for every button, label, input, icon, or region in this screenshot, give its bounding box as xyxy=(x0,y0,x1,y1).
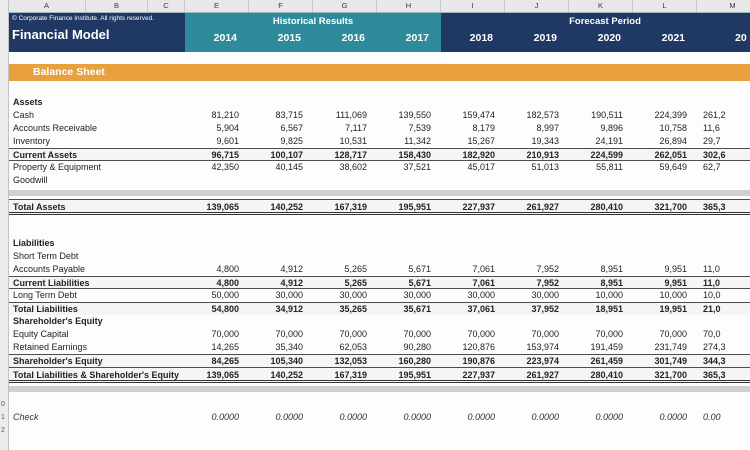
cell[interactable]: 70,000 xyxy=(211,329,239,339)
cell[interactable]: 302,6 xyxy=(703,150,726,160)
cell[interactable]: 37,061 xyxy=(467,304,495,314)
copyright-text: © Corporate Finance Institute. All rights reserved. xyxy=(12,15,155,22)
cell[interactable]: 70,0 xyxy=(703,329,721,339)
cell[interactable]: 210,913 xyxy=(526,150,559,160)
historical-results-block xyxy=(185,12,441,52)
cell[interactable] xyxy=(569,315,633,328)
cell[interactable]: 5,265 xyxy=(344,264,367,274)
section-banner[interactable]: Balance Sheet xyxy=(8,64,750,81)
cell[interactable]: 8,951 xyxy=(600,278,623,288)
cell[interactable]: 139,065 xyxy=(206,202,239,212)
cell[interactable]: 21,0 xyxy=(703,304,721,314)
row-number-gutter[interactable] xyxy=(0,0,9,450)
cell[interactable]: 35,265 xyxy=(339,304,367,314)
cell[interactable]: 261,459 xyxy=(590,356,623,366)
cell[interactable]: 10,0 xyxy=(703,290,721,300)
cell[interactable]: 29,7 xyxy=(703,136,721,146)
cell[interactable]: 34,912 xyxy=(275,304,303,314)
cell[interactable] xyxy=(633,174,697,187)
cell[interactable] xyxy=(377,250,441,263)
cell[interactable] xyxy=(377,96,441,109)
row-label[interactable]: Accounts Receivable xyxy=(13,123,98,133)
cell[interactable]: 7,952 xyxy=(536,278,559,288)
row-label[interactable]: Total Assets xyxy=(13,202,66,212)
cell[interactable]: 7,539 xyxy=(408,123,431,133)
table-row xyxy=(8,135,750,148)
cell[interactable]: 62,7 xyxy=(703,162,721,172)
cell[interactable] xyxy=(505,174,569,187)
cell[interactable]: 10,531 xyxy=(339,136,367,146)
cell[interactable] xyxy=(441,174,505,187)
cell[interactable]: 321,700 xyxy=(654,202,687,212)
table-row xyxy=(8,354,750,367)
row-label[interactable]: Cash xyxy=(13,110,35,120)
cell[interactable] xyxy=(569,96,633,109)
cell[interactable]: 11,342 xyxy=(404,136,431,146)
cell[interactable] xyxy=(377,237,441,250)
cell[interactable]: 8,997 xyxy=(536,123,559,133)
cell[interactable]: 9,951 xyxy=(664,278,687,288)
table-row xyxy=(8,341,750,354)
cell[interactable]: 182,920 xyxy=(462,150,495,160)
cell[interactable] xyxy=(697,174,750,187)
table-row xyxy=(8,250,750,263)
cell[interactable] xyxy=(633,315,697,328)
cell[interactable]: 70,000 xyxy=(531,329,559,339)
cell[interactable]: 167,319 xyxy=(334,202,367,212)
cell[interactable]: 5,671 xyxy=(408,278,431,288)
cell[interactable] xyxy=(441,315,505,328)
cell[interactable]: 0.0000 xyxy=(659,412,687,422)
cell[interactable]: 8,951 xyxy=(600,264,623,274)
cell[interactable]: 224,599 xyxy=(590,150,623,160)
cell[interactable]: 96,715 xyxy=(211,150,239,160)
cell[interactable]: 70,000 xyxy=(403,329,431,339)
historical-years-row xyxy=(185,28,441,52)
cell[interactable] xyxy=(185,315,249,328)
cell[interactable]: 7,061 xyxy=(472,264,495,274)
cell[interactable] xyxy=(185,174,249,187)
row-label[interactable]: Liabilities xyxy=(13,238,55,248)
table-row xyxy=(8,122,750,135)
cell[interactable]: 153,974 xyxy=(526,342,559,352)
year-header[interactable]: 2020 xyxy=(597,32,621,44)
cell[interactable]: 0.0000 xyxy=(467,412,495,422)
cell[interactable]: 51,013 xyxy=(531,162,559,172)
row-label[interactable]: Retained Earnings xyxy=(13,342,88,352)
cell[interactable]: 6,567 xyxy=(280,123,303,133)
cell[interactable]: 42,350 xyxy=(211,162,239,172)
cell[interactable]: 35,340 xyxy=(275,342,303,352)
cell[interactable]: 280,410 xyxy=(590,370,623,380)
forecast-period-label: Forecast Period xyxy=(569,16,641,27)
cell[interactable]: 8,179 xyxy=(472,123,495,133)
column-letter-A[interactable]: A xyxy=(8,0,86,12)
cell[interactable] xyxy=(633,237,697,250)
year-header[interactable]: 2019 xyxy=(533,32,557,44)
table-row xyxy=(8,276,750,289)
row-label[interactable]: Total Liabilities & Shareholder's Equity xyxy=(13,370,180,380)
cell[interactable]: 45,017 xyxy=(467,162,495,172)
cell[interactable]: 40,145 xyxy=(275,162,303,172)
column-letter-E[interactable]: E xyxy=(185,0,249,12)
cell[interactable]: 140,252 xyxy=(270,370,303,380)
cell[interactable] xyxy=(505,96,569,109)
cell[interactable]: 38,602 xyxy=(339,162,367,172)
table-row xyxy=(8,328,750,341)
column-letters-bar xyxy=(8,0,750,13)
spacer xyxy=(8,215,750,237)
table-row xyxy=(8,109,750,122)
cell[interactable] xyxy=(377,315,441,328)
cell[interactable]: 0.0000 xyxy=(275,412,303,422)
cell[interactable]: 0.00 xyxy=(703,412,721,422)
cell[interactable]: 37,952 xyxy=(531,304,559,314)
cell[interactable]: 139,065 xyxy=(206,370,239,380)
cell[interactable] xyxy=(313,96,377,109)
cell[interactable] xyxy=(569,250,633,263)
cell[interactable]: 344,3 xyxy=(703,356,726,366)
row-label[interactable]: Short Term Debt xyxy=(13,251,79,261)
year-header[interactable]: 20 xyxy=(735,32,747,44)
cell[interactable]: 190,511 xyxy=(591,110,623,120)
spacer xyxy=(8,52,750,64)
cell[interactable]: 227,937 xyxy=(462,202,495,212)
column-letter-F[interactable]: F xyxy=(249,0,313,12)
cell[interactable]: 280,410 xyxy=(590,202,623,212)
cell[interactable]: 10,758 xyxy=(659,123,687,133)
column-letter-J[interactable]: J xyxy=(505,0,569,12)
row-label[interactable]: Total Liabilities xyxy=(13,304,78,314)
cell[interactable]: 59,649 xyxy=(659,162,687,172)
row-number: 0 xyxy=(1,401,5,408)
column-letter-B[interactable]: B xyxy=(86,0,148,12)
cell[interactable]: 9,896 xyxy=(600,123,623,133)
table-row xyxy=(8,174,750,187)
model-header-band xyxy=(8,12,750,52)
cell[interactable] xyxy=(697,250,750,263)
cell[interactable]: 159,474 xyxy=(462,110,495,120)
row-label[interactable]: Current Liabilities xyxy=(13,278,90,288)
table-row xyxy=(8,315,750,328)
cell[interactable]: 7,952 xyxy=(536,264,559,274)
cell[interactable] xyxy=(249,315,313,328)
table-row xyxy=(8,148,750,161)
table-row xyxy=(8,302,750,315)
cell[interactable] xyxy=(313,250,377,263)
table-row xyxy=(8,199,750,215)
spacer xyxy=(8,395,750,411)
cell[interactable]: 18,951 xyxy=(595,304,623,314)
cell[interactable] xyxy=(697,315,750,328)
cell[interactable]: 261,2 xyxy=(703,110,726,120)
column-letter-I[interactable]: I xyxy=(441,0,505,12)
cell[interactable]: 11,0 xyxy=(703,264,720,274)
row-label[interactable]: Shareholder's Equity xyxy=(13,356,103,366)
cell[interactable]: 195,951 xyxy=(398,202,431,212)
cell[interactable]: 4,912 xyxy=(280,264,303,274)
row-label[interactable]: Current Assets xyxy=(13,150,78,160)
row-label[interactable]: Equity Capital xyxy=(13,329,69,339)
row-label[interactable]: Property & Equipment xyxy=(13,162,102,172)
cell[interactable]: 62,053 xyxy=(339,342,367,352)
year-header[interactable]: 2014 xyxy=(213,32,237,44)
cell[interactable]: 11,6 xyxy=(703,123,720,133)
cell[interactable]: 19,343 xyxy=(531,136,559,146)
rows-container xyxy=(8,96,750,424)
cell[interactable]: 70,000 xyxy=(339,329,367,339)
cell[interactable]: 4,800 xyxy=(216,264,239,274)
cell[interactable]: 190,876 xyxy=(462,356,495,366)
cell[interactable]: 7,117 xyxy=(345,123,367,133)
table-row xyxy=(8,161,750,174)
cell[interactable]: 9,601 xyxy=(216,136,239,146)
cell[interactable]: 30,000 xyxy=(275,290,303,300)
cell[interactable]: 54,800 xyxy=(211,304,239,314)
cell[interactable] xyxy=(441,96,505,109)
cell[interactable]: 139,550 xyxy=(398,110,431,120)
cell[interactable] xyxy=(313,174,377,187)
cell[interactable] xyxy=(249,250,313,263)
cell[interactable]: 9,825 xyxy=(280,136,303,146)
cell[interactable]: 132,053 xyxy=(334,356,367,366)
cell[interactable]: 4,912 xyxy=(280,278,303,288)
cell[interactable]: 70,000 xyxy=(467,329,495,339)
cell[interactable]: 105,340 xyxy=(270,356,303,366)
row-label[interactable]: Check xyxy=(13,412,39,422)
historical-results-label: Historical Results xyxy=(272,16,354,27)
cell[interactable] xyxy=(697,237,750,250)
cell[interactable]: 0.0000 xyxy=(531,412,559,422)
year-header[interactable]: 2017 xyxy=(405,32,429,44)
table-row xyxy=(8,263,750,276)
cell[interactable]: 30,000 xyxy=(339,290,367,300)
table-row xyxy=(8,411,750,424)
cell[interactable]: 262,051 xyxy=(654,150,687,160)
column-letter-C[interactable]: C xyxy=(148,0,185,12)
cell[interactable]: 128,717 xyxy=(334,150,367,160)
cell[interactable] xyxy=(249,174,313,187)
cell[interactable] xyxy=(441,250,505,263)
cell[interactable]: 274,3 xyxy=(703,342,726,352)
column-letter-H[interactable]: H xyxy=(377,0,441,12)
cell[interactable]: 5,904 xyxy=(216,123,239,133)
cell[interactable] xyxy=(185,250,249,263)
cell[interactable]: 37,521 xyxy=(403,162,431,172)
year-header[interactable]: 2016 xyxy=(341,32,365,44)
cell[interactable]: 70,000 xyxy=(595,329,623,339)
forecast-years-row xyxy=(441,28,750,52)
cell[interactable]: 0.0000 xyxy=(595,412,623,422)
cell[interactable]: 100,107 xyxy=(270,150,303,160)
cell[interactable] xyxy=(313,315,377,328)
cell[interactable]: 167,319 xyxy=(334,370,367,380)
cell[interactable]: 5,265 xyxy=(344,278,367,288)
forecast-period-block xyxy=(441,12,750,52)
cell[interactable]: 90,280 xyxy=(403,342,431,352)
row-label[interactable]: Accounts Payable xyxy=(13,264,86,274)
cell[interactable] xyxy=(249,96,313,109)
cell[interactable]: 30,000 xyxy=(403,290,431,300)
cell[interactable]: 55,811 xyxy=(596,162,623,172)
hidden-rows-band xyxy=(8,190,750,196)
title-block[interactable] xyxy=(8,12,185,52)
cell[interactable] xyxy=(185,96,249,109)
cell[interactable]: 15,267 xyxy=(467,136,495,146)
table-row xyxy=(8,96,750,109)
year-header[interactable]: 2018 xyxy=(469,32,493,44)
hidden-rows-band xyxy=(8,386,750,392)
cell[interactable] xyxy=(633,96,697,109)
cell[interactable]: 0.0000 xyxy=(211,412,239,422)
row-label[interactable]: Inventory xyxy=(13,136,51,146)
cell[interactable]: 24,191 xyxy=(595,136,623,146)
cell[interactable] xyxy=(441,237,505,250)
year-header[interactable]: 2015 xyxy=(277,32,301,44)
cell[interactable]: 19,951 xyxy=(659,304,687,314)
cell[interactable] xyxy=(505,250,569,263)
cell[interactable]: 301,749 xyxy=(654,356,687,366)
cell[interactable]: 70,000 xyxy=(659,329,687,339)
cell[interactable]: 11,0 xyxy=(703,278,721,288)
cell[interactable]: 70,000 xyxy=(275,329,303,339)
cell[interactable]: 227,937 xyxy=(462,370,495,380)
row-label[interactable]: Long Term Debt xyxy=(13,290,77,300)
cell[interactable] xyxy=(569,237,633,250)
cell[interactable] xyxy=(697,96,750,109)
cell[interactable]: 158,430 xyxy=(398,150,431,160)
row-label[interactable]: Goodwill xyxy=(13,175,48,185)
cell[interactable]: 365,3 xyxy=(703,370,726,380)
table-row xyxy=(8,237,750,250)
cell[interactable] xyxy=(505,315,569,328)
column-letter-K[interactable]: K xyxy=(569,0,633,12)
cell[interactable]: 0.0000 xyxy=(339,412,367,422)
column-letter-M[interactable]: M xyxy=(697,0,750,12)
cell[interactable] xyxy=(249,237,313,250)
year-header[interactable]: 2021 xyxy=(661,32,685,44)
cell[interactable] xyxy=(633,250,697,263)
cell[interactable]: 321,700 xyxy=(654,370,687,380)
cell[interactable]: 120,876 xyxy=(462,342,495,352)
cell[interactable]: 83,715 xyxy=(275,110,303,120)
cell[interactable] xyxy=(185,237,249,250)
cell[interactable]: 0.0000 xyxy=(403,412,431,422)
row-number: 2 xyxy=(1,427,5,434)
cell[interactable]: 50,000 xyxy=(211,290,239,300)
cell[interactable] xyxy=(313,237,377,250)
cell[interactable]: 224,399 xyxy=(654,110,687,120)
row-number: 1 xyxy=(1,414,5,421)
cell[interactable]: 5,671 xyxy=(408,264,431,274)
cell[interactable]: 191,459 xyxy=(590,342,623,352)
cell[interactable]: 365,3 xyxy=(703,202,726,212)
cell[interactable] xyxy=(377,174,441,187)
column-letter-G[interactable]: G xyxy=(313,0,377,12)
cell[interactable]: 10,000 xyxy=(595,290,623,300)
cell[interactable]: 14,265 xyxy=(211,342,239,352)
spacer xyxy=(8,81,750,96)
model-title: Financial Model xyxy=(12,27,110,42)
cell[interactable]: 4,800 xyxy=(216,278,239,288)
cell[interactable]: 84,265 xyxy=(211,356,239,366)
cell[interactable]: 160,280 xyxy=(398,356,431,366)
cell[interactable]: 30,000 xyxy=(467,290,495,300)
cell[interactable]: 26,894 xyxy=(659,136,687,146)
table-row xyxy=(8,289,750,302)
cell[interactable]: 9,951 xyxy=(664,264,687,274)
cell[interactable]: 182,573 xyxy=(526,110,559,120)
cell[interactable]: 261,927 xyxy=(526,370,559,380)
cell[interactable]: 111,069 xyxy=(335,110,367,120)
cell[interactable]: 195,951 xyxy=(398,370,431,380)
cell[interactable]: 30,000 xyxy=(531,290,559,300)
cell[interactable]: 35,671 xyxy=(403,304,431,314)
cell[interactable] xyxy=(505,237,569,250)
cell[interactable] xyxy=(569,174,633,187)
cell[interactable]: 261,927 xyxy=(526,202,559,212)
cell[interactable]: 231,749 xyxy=(654,342,687,352)
row-label[interactable]: Shareholder's Equity xyxy=(13,316,103,326)
cell[interactable]: 81,210 xyxy=(211,110,239,120)
cell[interactable]: 223,974 xyxy=(526,356,559,366)
cell[interactable]: 7,061 xyxy=(472,278,495,288)
cell[interactable]: 140,252 xyxy=(270,202,303,212)
column-letter-L[interactable]: L xyxy=(633,0,697,12)
cell[interactable]: 10,000 xyxy=(659,290,687,300)
table-row xyxy=(8,367,750,383)
balance-sheet-content xyxy=(8,52,750,424)
row-label[interactable]: Assets xyxy=(13,97,43,107)
